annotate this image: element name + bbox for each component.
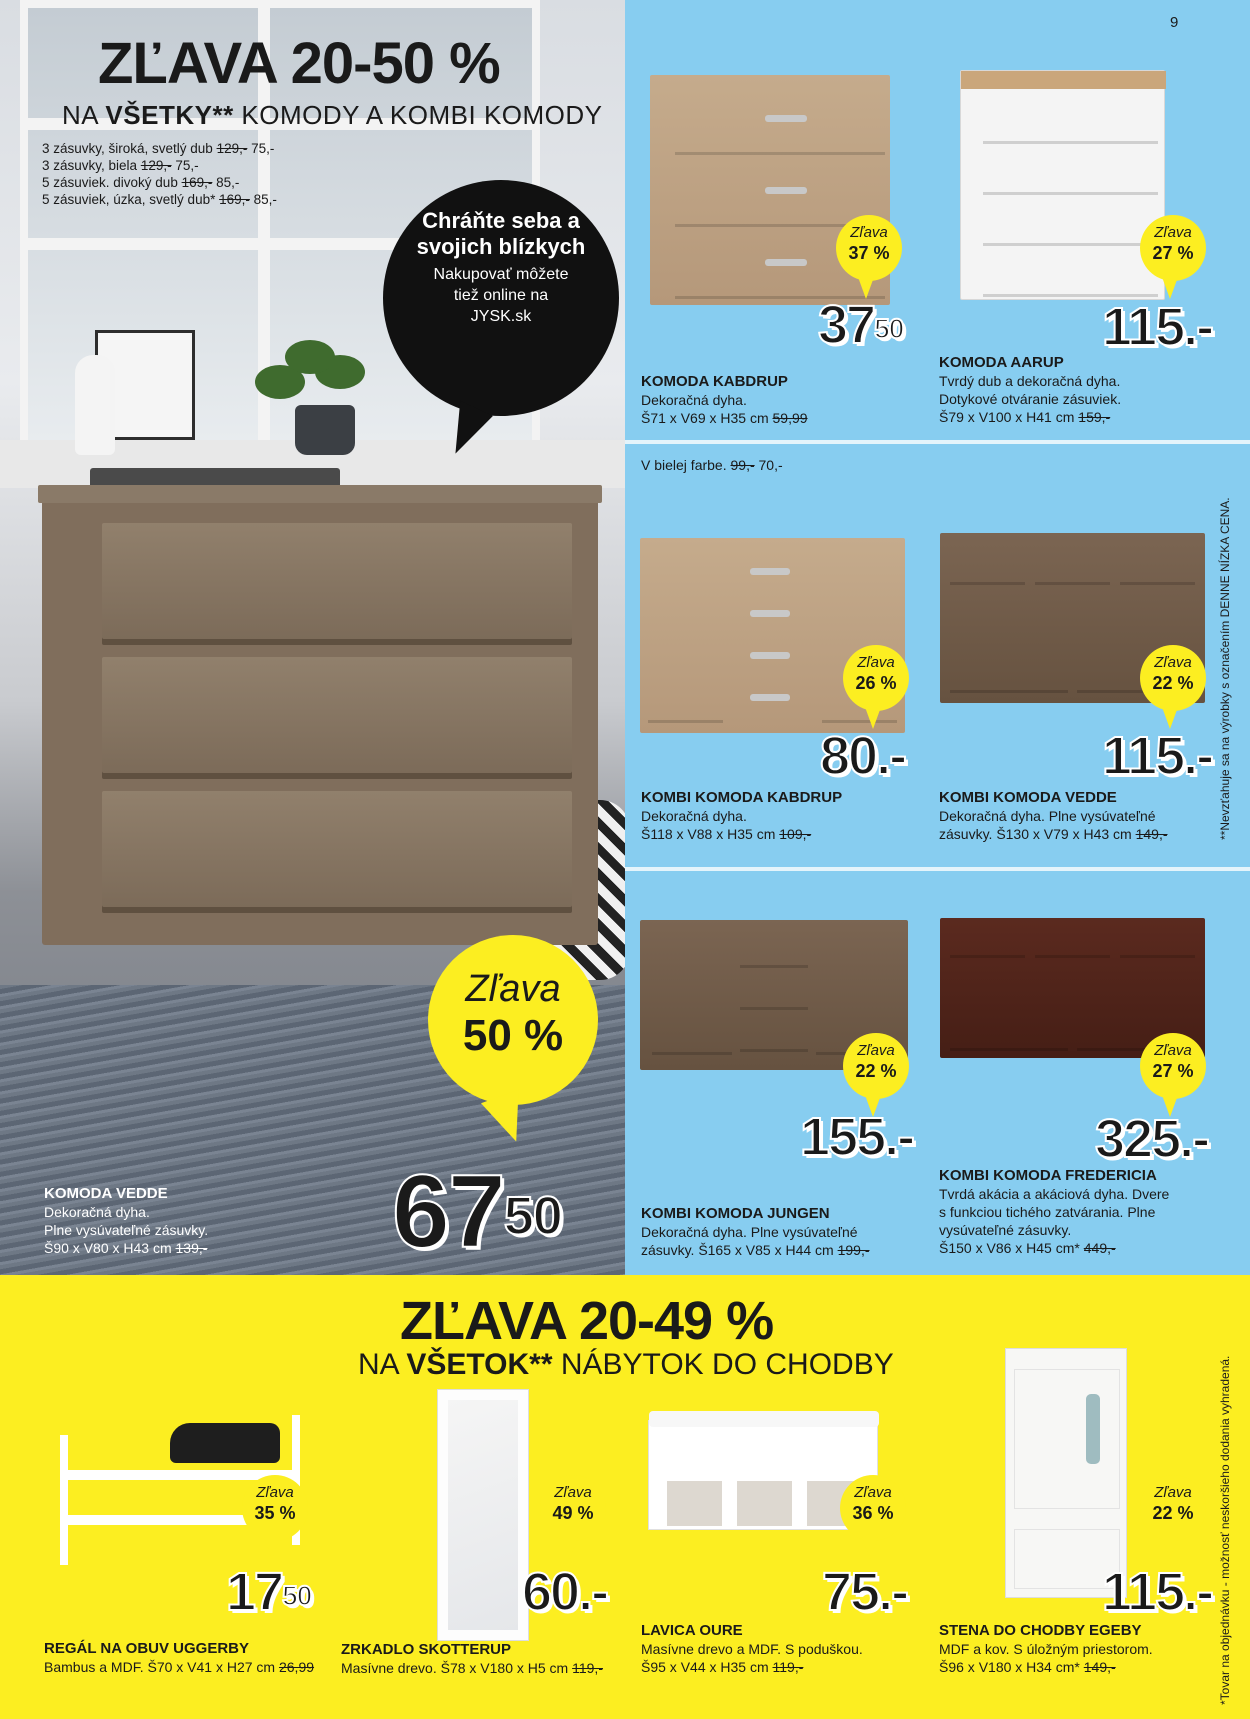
plant-leaf: [285, 340, 335, 374]
page-number: 9: [1170, 14, 1179, 31]
side-note: *Tovar na objednávku - možnosť neskoršieho dodania vyhradená.: [1218, 1355, 1232, 1705]
product-info: REGÁL NA OBUV UGGERBY Bambus a MDF. Š70 x V41 x H27 cm 26,99: [44, 1640, 364, 1676]
price: 80.-: [820, 726, 906, 786]
product-info: KOMBI KOMODA KABDRUP Dekoračná dyha. Š118 x V88 x H35 cm 109,-: [641, 789, 921, 843]
white-variant: V bielej farbe. 99,- 70,-: [641, 457, 783, 473]
offer-line: 3 zásuvky, široká, svetlý dub 129,- 75,-: [42, 141, 275, 156]
price: 60.-: [522, 1562, 608, 1622]
discount-badge: Zľava 36 %: [840, 1475, 906, 1541]
product-title: KOMODA KABDRUP: [641, 373, 788, 390]
product-title: KOMODA AARUP: [939, 354, 1064, 371]
product-info: ZRKADLO SKOTTERUP Masívne drevo. Š78 x V180 x H5 cm 119,-: [341, 1641, 631, 1677]
product-info: LAVICA OURE Masívne drevo a MDF. S poduškou. Š95 x V44 x H35 cm 119,-: [641, 1622, 921, 1676]
jysk-link[interactable]: JYSK.sk: [470, 308, 532, 325]
offer-line: 5 zásuviek. divoký dub 169,- 85,-: [42, 175, 240, 190]
discount-badge: Zľava 22 %: [1140, 1475, 1206, 1541]
plant-pot: [295, 405, 355, 455]
product-title: KOMBI KOMODA FREDERICIA: [939, 1167, 1157, 1184]
product-title: KOMBI KOMODA KABDRUP: [641, 789, 843, 806]
product-info: KOMODA KABDRUP Dekoračná dyha. Š71 x V69 x H35 cm 59,99: [641, 373, 911, 427]
discount-badge: Zľava 27 %: [1140, 1033, 1206, 1099]
divider: [625, 867, 1250, 871]
discount-badge: Zľava 49 %: [540, 1475, 606, 1541]
product-title: KOMODA VEDDE: [44, 1185, 168, 1202]
product-info: KOMBI KOMODA VEDDE Dekoračná dyha. Plne vysúvateľné zásuvky. Š130 x V79 x H43 cm 149,-: [939, 789, 1229, 843]
side-note: **Nevzťahuje sa na výrobky s označením DENNE NÍZKA CENA.: [1218, 497, 1232, 840]
safety-bubble: Chráňte seba a svojich blízkych Nakupovať môžete tiež online na JYSK.sk: [383, 180, 619, 416]
hero-product-info: KOMODA VEDDE Dekoračná dyha. Plne vysúvateľné zásuvky. Š90 x V80 x H43 cm 139,-: [44, 1185, 344, 1257]
product-info: KOMBI KOMODA JUNGEN Dekoračná dyha. Plne vysúvateľné zásuvky. Š165 x V85 x H44 cm 199,-: [641, 1205, 931, 1259]
price: $37^{50}$: [818, 295, 904, 355]
discount-badge: Zľava 22 %: [1140, 645, 1206, 711]
discount-badge: Zľava 26 %: [843, 645, 909, 711]
price: 75.-: [822, 1562, 908, 1622]
price: 325.-: [1095, 1109, 1209, 1169]
discount-badge: Zľava 22 %: [843, 1033, 909, 1099]
hallway-subheadline: NA VŠETOK** NÁBYTOK DO CHODBY: [358, 1348, 894, 1381]
hero-offer-list: [42, 140, 277, 208]
product-image: [960, 70, 1165, 300]
product-title: LAVICA OURE: [641, 1622, 743, 1639]
offer-line: 5 zásuviek, úzka, svetlý dub* 169,- 85,-: [42, 192, 277, 207]
product-title: ZRKADLO SKOTTERUP: [341, 1641, 511, 1658]
price: 115.-: [1102, 297, 1213, 357]
offer-line: 3 zásuvky, biela 129,- 75,-: [42, 158, 199, 173]
price: 115.-: [1102, 726, 1213, 786]
discount-badge: Zľava 35 %: [242, 1475, 308, 1541]
discount-badge: Zľava 27 %: [1140, 215, 1206, 281]
dresser-vedde-image: [42, 495, 598, 945]
price: $67^{50}$: [392, 1154, 562, 1270]
divider: [625, 440, 1250, 444]
product-title: REGÁL NA OBUV UGGERBY: [44, 1640, 250, 1657]
product-info: STENA DO CHODBY EGEBY MDF a kov. S úložným priestorom. Š96 x V180 x H34 cm* 149,-: [939, 1622, 1199, 1676]
product-info: KOMODA AARUP Tvrdý dub a dekoračná dyha. Dotykové otváranie zásuviek. Š79 x V100 x H41 cm 159,-: [939, 354, 1219, 426]
product-info: KOMBI KOMODA FREDERICIA Tvrdá akácia a akáciová dyha. Dvere s funkciou tichého zatvárania. Plne vysúvateľné zásuvky. Š150 x V86 x H45 cm* 449,-: [939, 1167, 1229, 1257]
product-title: KOMBI KOMODA JUNGEN: [641, 1205, 830, 1222]
product-image: [1005, 1348, 1127, 1598]
price: $17^{50}$: [226, 1562, 312, 1622]
discount-badge: Zľava 37 %: [836, 215, 902, 281]
product-title: STENA DO CHODBY EGEBY: [939, 1622, 1142, 1639]
product-image: [438, 1390, 528, 1640]
product-title: KOMBI KOMODA VEDDE: [939, 789, 1117, 806]
discount-badge: Zľava 50 %: [428, 935, 598, 1105]
price: 115.-: [1102, 1562, 1213, 1622]
hallway-headline: ZĽAVA 20-49 %: [400, 1291, 774, 1351]
price: 155.-: [800, 1107, 914, 1167]
hero-headline: ZĽAVA 20-50 %: [98, 31, 500, 96]
vase: [75, 355, 115, 455]
hero-subheadline: NA VŠETKY** KOMODY A KOMBI KOMODY: [62, 100, 603, 130]
